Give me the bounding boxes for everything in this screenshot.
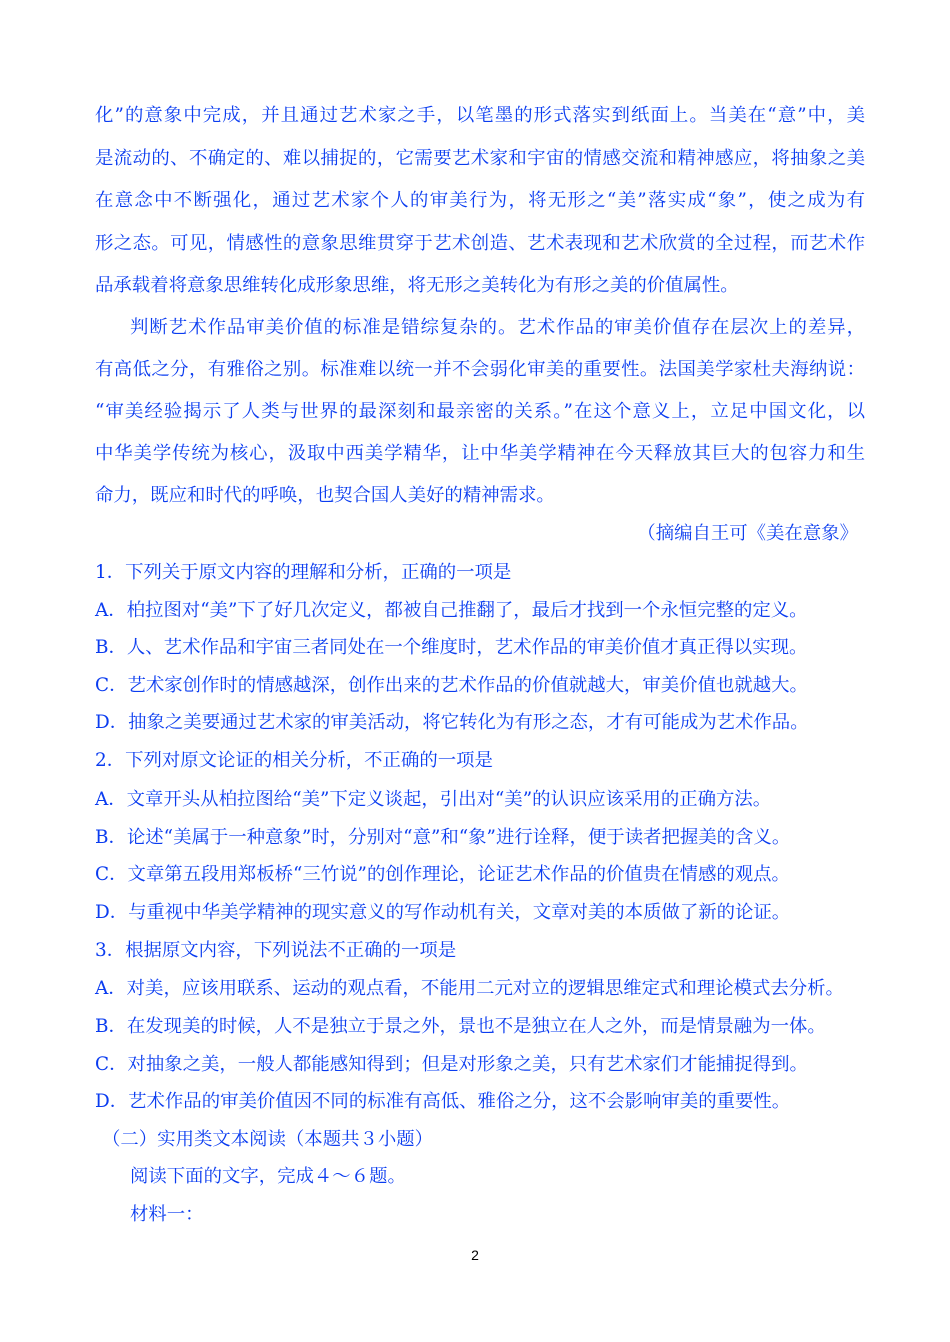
passage-line: 是流动的、不确定的、难以捕捉的，它需要艺术家和宇宙的情感交流和精神感应，将抽象之美 xyxy=(95,148,865,169)
section-heading: （二）实用类文本阅读（本题共３小题） xyxy=(102,1129,434,1150)
question-option: A．柏拉图对“美”下了好几次定义，都被自己推翻了，最后才找到一个永恒完整的定义。 xyxy=(95,600,808,621)
passage-line: 品承载着将意象思维转化成形象思维，将无形之美转化为有形之美的价值属性。 xyxy=(95,275,739,296)
passage-source: （摘编自王可《美在意象》 xyxy=(637,523,858,544)
passage-line: “审美经验揭示了人类与世界的最深刻和最亲密的关系。”在这个意义上，立足中国文化，以 xyxy=(95,401,865,422)
question-option: C．艺术家创作时的情感越深，创作出来的艺术作品的价值就越大，审美价值也就越大。 xyxy=(95,675,808,696)
material-label: 材料一： xyxy=(130,1204,204,1225)
question-option: C．文章第五段用郑板桥“三竹说”的创作理论，论证艺术作品的价值贵在情感的观点。 xyxy=(95,864,790,885)
passage-line: 形之态。可见，情感性的意象思维贯穿于艺术创造、艺术表现和艺术欣赏的全过程，而艺术作 xyxy=(95,233,865,254)
question-option: B．论述“美属于一种意象”时，分别对“意”和“象”进行诠释，便于读者把握美的含义。 xyxy=(95,827,791,848)
question-option: B．在发现美的时候，人不是独立于景之外，景也不是独立在人之外，而是情景融为一体。 xyxy=(95,1016,826,1037)
passage-line: 化”的意象中完成，并且通过艺术家之手，以笔墨的形式落实到纸面上。当美在“意”中，美 xyxy=(95,105,865,126)
passage-line: 在意念中不断强化，通过艺术家个人的审美行为，将无形之“美”落实成“象”，使之成为有 xyxy=(95,190,865,211)
question-option: C．对抽象之美，一般人都能感知得到；但是对形象之美，只有艺术家们才能捕捉得到。 xyxy=(95,1054,808,1075)
question-option: A．文章开头从柏拉图给“美”下定义谈起，引出对“美”的认识应该采用的正确方法。 xyxy=(95,789,772,810)
passage-line: 有高低之分，有雅俗之别。标准难以统一并不会弱化审美的重要性。法国美学家杜夫海纳说： xyxy=(95,359,865,380)
question-option: A．对美，应该用联系、运动的观点看，不能用二元对立的逻辑思维定式和理论模式去分析。 xyxy=(95,978,844,999)
section-instruction: 阅读下面的文字，完成４～６题。 xyxy=(130,1166,406,1187)
passage-line: 判断艺术作品审美价值的标准是错综复杂的。艺术作品的审美价值存在层次上的差异， xyxy=(130,317,865,338)
question-option: D．抽象之美要通过艺术家的审美活动，将它转化为有形之态，才有可能成为艺术作品。 xyxy=(95,712,809,733)
passage-line: 命力，既应和时代的呼唤，也契合国人美好的精神需求。 xyxy=(95,485,555,506)
question-stem: 1．下列关于原文内容的理解和分析，正确的一项是 xyxy=(95,562,512,583)
question-stem: 3．根据原文内容，下列说法不正确的一项是 xyxy=(95,940,457,961)
question-option: B．人、艺术作品和宇宙三者同处在一个维度时，艺术作品的审美价值才真正得以实现。 xyxy=(95,637,808,658)
page-number: 2 xyxy=(471,1247,479,1263)
question-option: D．与重视中华美学精神的现实意义的写作动机有关，文章对美的本质做了新的论证。 xyxy=(95,902,791,923)
question-option: D．艺术作品的审美价值因不同的标准有高低、雅俗之分，这不会影响审美的重要性。 xyxy=(95,1091,791,1112)
passage-line: 中华美学传统为核心，汲取中西美学精华，让中华美学精神在今天释放其巨大的包容力和生 xyxy=(95,443,865,464)
question-stem: 2．下列对原文论证的相关分析，不正确的一项是 xyxy=(95,750,493,771)
